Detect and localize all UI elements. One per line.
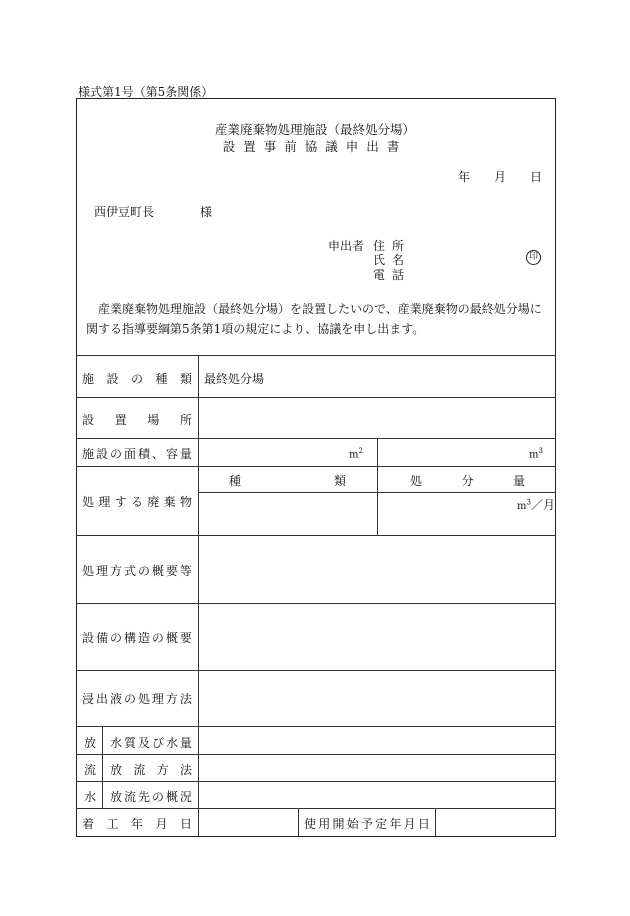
value-column-divider (377, 438, 378, 535)
waste-label: 処 理 す る 廃 棄 物 (82, 495, 192, 509)
name-label: 氏名 (373, 253, 412, 267)
row-divider (76, 754, 556, 755)
area-capacity-label: 施 設 の 面 積 、 容 量 (82, 447, 192, 461)
waste-type-header: 種 類 (229, 474, 346, 488)
form-title: 産業廃棄物処理施設（最終処分場） (214, 122, 415, 137)
location-label: 設 置 場 所 (82, 413, 192, 427)
seal-mark: 印 (526, 250, 541, 265)
date-day-label: 日 (530, 170, 543, 184)
addressee: 西伊豆町長 (94, 205, 155, 219)
area-unit: $m^2$ (349, 447, 363, 461)
discharge-char: 放 (84, 736, 97, 750)
request-body-text: 産業廃棄物処理施設（最終処分場）を設置したいので、産業廃棄物の最終処分場に関する指導要綱第5条第1項の規定により、協議を申し出ます。 (86, 302, 542, 336)
structure-label: 設 備 の 構 造 の 概 要 (82, 631, 192, 645)
facility-type-label: 施 設 の 種 類 (82, 372, 192, 386)
method-label: 処 理 方 式 の 概 要 等 (82, 564, 192, 578)
form-subtitle: 設置事前協議申出書 (222, 139, 408, 154)
row-divider (76, 781, 556, 782)
phone-label: 電話 (373, 268, 412, 282)
row-divider (76, 438, 556, 439)
applicant-label: 申出者 (328, 239, 365, 253)
honorific: 様 (200, 205, 213, 219)
row-divider (76, 535, 556, 536)
discharge-char: 流 (84, 763, 97, 777)
row-divider (76, 397, 556, 398)
discharge-destination-label: 放 流 先 の 概 況 (110, 790, 192, 804)
row-divider (76, 603, 556, 604)
construction-start-label: 着 工 年 月 日 (82, 817, 192, 831)
discharge-group-divider (102, 726, 103, 808)
row-divider (76, 466, 556, 467)
table-top-rule (76, 355, 556, 356)
facility-type-value: 最終処分場 (204, 372, 265, 386)
waste-amount-header: 処 分 量 (410, 474, 525, 488)
address-label: 住所 (373, 239, 412, 253)
label-column-divider (198, 355, 199, 837)
date-month-label: 月 (494, 170, 507, 184)
row-divider (76, 808, 556, 809)
waste-amount-unit: $m^3/$月 (517, 498, 555, 512)
capacity-unit: $m^3$ (529, 447, 543, 461)
discharge-char: 水 (84, 790, 97, 804)
date-column-divider (435, 808, 436, 837)
use-start-label: 使 用 開 始 予 定 年 月 日 (304, 817, 430, 831)
row-divider (76, 726, 556, 727)
date-column-divider (298, 808, 299, 837)
date-year-label: 年 (458, 170, 471, 184)
leachate-label: 浸 出 液 の 処 理 方 法 (82, 692, 192, 706)
form-number: 様式第1号（第5条関係） (78, 85, 214, 99)
water-quality-label: 水 質 及 び 水 量 (110, 736, 192, 750)
discharge-method-label: 放 流 方 法 (110, 763, 192, 777)
row-divider (76, 670, 556, 671)
